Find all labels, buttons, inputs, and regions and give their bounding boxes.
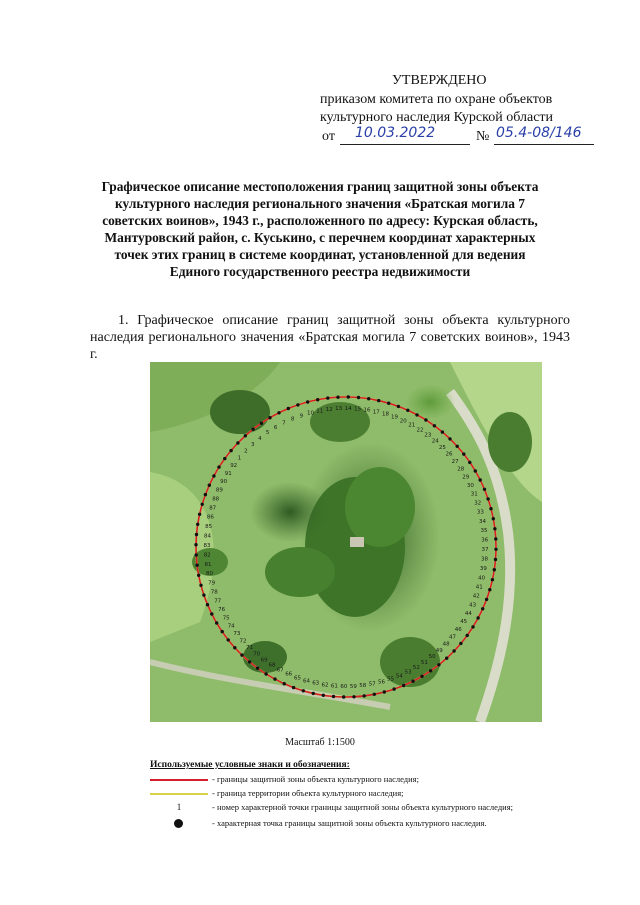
- boundary-point-label: 7: [282, 420, 286, 427]
- boundary-point: [471, 625, 474, 628]
- boundary-point: [206, 603, 209, 606]
- boundary-point: [485, 598, 488, 601]
- boundary-point-label: 55: [387, 676, 395, 683]
- boundary-point: [227, 638, 230, 641]
- boundary-point: [233, 646, 236, 649]
- boundary-point-label: 12: [325, 407, 333, 413]
- boundary-point-label: 67: [276, 667, 284, 674]
- boundary-point-label: 17: [372, 409, 380, 416]
- boundary-point-label: 44: [464, 610, 472, 617]
- boundary-point: [322, 694, 325, 697]
- boundary-point-label: 70: [253, 651, 261, 658]
- boundary-point-label: 45: [460, 619, 468, 625]
- boundary-point-label: 16: [363, 407, 371, 414]
- building: [350, 537, 364, 547]
- date-underline: [340, 144, 470, 145]
- boundary-point: [397, 405, 400, 408]
- boundary-point: [491, 578, 494, 581]
- boundary-point-label: 21: [408, 422, 416, 429]
- boundary-point-label: 29: [462, 474, 470, 481]
- boundary-point: [240, 653, 243, 656]
- boundary-point-label: 66: [285, 671, 293, 678]
- boundary-point: [312, 692, 315, 695]
- boundary-point: [483, 488, 486, 491]
- boundary-point-label: 30: [466, 482, 474, 489]
- boundary-point-label: 62: [321, 682, 329, 689]
- boundary-point: [468, 461, 471, 464]
- boundary-point-label: 5: [265, 430, 270, 437]
- boundary-point-label: 79: [208, 580, 216, 587]
- number-underline: [494, 144, 594, 145]
- boundary-point: [277, 411, 280, 414]
- boundary-point: [248, 660, 251, 663]
- boundary-point-label: 27: [451, 458, 459, 465]
- boundary-point-label: 20: [399, 418, 407, 425]
- boundary-point-label: 65: [294, 675, 301, 682]
- boundary-point: [420, 675, 423, 678]
- boundary-point-label: 8: [290, 416, 295, 423]
- boundary-point: [493, 527, 496, 530]
- boundary-point: [195, 553, 198, 556]
- boundary-point: [283, 682, 286, 685]
- boundary-point-label: 77: [214, 598, 222, 605]
- boundary-point-label: 42: [472, 593, 480, 600]
- boundary-point-label: 26: [445, 451, 453, 458]
- boundary-point: [352, 695, 355, 698]
- approval-from-label: от: [322, 129, 335, 144]
- boundary-point-label: 58: [359, 683, 367, 689]
- boundary-point-label: 15: [354, 406, 362, 413]
- boundary-point: [415, 413, 418, 416]
- boundary-point: [195, 533, 198, 536]
- boundary-point-label: 19: [391, 414, 398, 421]
- boundary-point: [406, 409, 409, 412]
- boundary-point: [488, 588, 491, 591]
- boundary-point: [326, 396, 329, 399]
- tree-cluster: [250, 482, 330, 542]
- boundary-point: [302, 689, 305, 692]
- boundary-point: [486, 497, 489, 500]
- tree-cluster: [405, 384, 455, 420]
- boundary-point-label: 13: [335, 406, 343, 413]
- boundary-point: [424, 418, 427, 421]
- boundary-point: [223, 457, 226, 460]
- boundary-point: [383, 690, 386, 693]
- boundary-point-label: 25: [438, 444, 446, 451]
- boundary-point: [202, 593, 205, 596]
- boundary-point-label: 50: [428, 654, 436, 661]
- legend-title: Используемые условные знаки и обозначения:: [150, 760, 350, 770]
- legend-text: - границы защитной зоны объекта культурного наследия;: [212, 774, 419, 784]
- boundary-point-label: 40: [478, 575, 486, 582]
- boundary-point-label: 18: [382, 411, 389, 418]
- boundary-point-label: 72: [239, 638, 247, 645]
- boundary-point-label: 53: [404, 669, 412, 676]
- boundary-point: [492, 517, 495, 520]
- boundary-point-label: 1: [237, 455, 242, 462]
- boundary-point: [210, 612, 213, 615]
- boundary-point: [342, 695, 345, 698]
- boundary-point: [387, 402, 390, 405]
- boundary-point: [199, 584, 202, 587]
- boundary-point-label: 61: [330, 683, 338, 690]
- boundary-point-label: 68: [268, 662, 276, 669]
- boundary-point-label: 2: [244, 448, 248, 455]
- section-text: Графическое описание границ защитной зоны объекта культурного наследия регионального значения «Братская могила 7 советских воинов», 1943 г.: [90, 313, 570, 362]
- red-line-symbol: [150, 774, 208, 786]
- boundary-point: [229, 449, 232, 452]
- boundary-point: [260, 422, 263, 425]
- boundary-point-label: 34: [479, 518, 486, 525]
- document-title: Графическое описание местоположения границ защитной зоны объекта культурного наследия регионального значения «Братская могила 7 советских воинов», 1943 г., расположенного по адресу: Курская область, Мантуровский район, с. Куськино, с перечнем координат характерных точек этих границ в системе координат, установленной для ведения Единого государственного реестра недвижимости: [101, 179, 539, 279]
- boundary-point-label: 14: [344, 406, 352, 412]
- boundary-point: [377, 399, 380, 402]
- boundary-point-label: 86: [206, 514, 214, 521]
- boundary-point-label: 43: [469, 602, 477, 609]
- approval-date: 10.03.2022: [355, 125, 436, 141]
- boundary-point-label: 36: [481, 537, 489, 544]
- tree-cluster: [345, 467, 415, 547]
- boundary-point: [456, 445, 459, 448]
- boundary-point: [445, 657, 448, 660]
- boundary-point: [306, 400, 309, 403]
- boundary-point: [476, 616, 479, 619]
- boundary-point: [208, 484, 211, 487]
- tree-cluster: [210, 390, 270, 437]
- boundary-point: [347, 395, 350, 398]
- boundary-point-label: 75: [222, 615, 230, 622]
- boundary-point-label: 88: [212, 496, 220, 503]
- boundary-point: [481, 607, 484, 610]
- boundary-point: [221, 630, 224, 633]
- section-number: 1.: [118, 313, 129, 328]
- boundary-point-label: 48: [442, 641, 450, 648]
- boundary-point: [452, 649, 455, 652]
- approval-number: 05.4-08/146: [496, 125, 582, 141]
- boundary-point: [479, 478, 482, 481]
- boundary-point: [251, 428, 254, 431]
- boundary-point: [268, 416, 271, 419]
- boundary-point: [264, 672, 267, 675]
- boundary-point-label: 35: [480, 528, 488, 535]
- boundary-point: [292, 686, 295, 689]
- boundary-point: [212, 474, 215, 477]
- approval-heading: УТВЕРЖДЕНО: [392, 73, 487, 88]
- boundary-point: [367, 397, 370, 400]
- legend-item-yellow-line: [150, 788, 630, 800]
- boundary-point-label: 3: [250, 442, 255, 448]
- boundary-point-label: 9: [299, 413, 304, 420]
- boundary-point-label: 41: [475, 584, 483, 591]
- boundary-point: [244, 434, 247, 437]
- boundary-point: [195, 564, 198, 567]
- boundary-point: [441, 430, 444, 433]
- boundary-point-label: 24: [431, 438, 439, 445]
- approval-number-label: №: [476, 129, 490, 144]
- number-symbol: 1: [176, 802, 182, 812]
- boundary-point: [363, 694, 366, 697]
- boundary-point-label: 32: [474, 500, 482, 507]
- boundary-point-label: 78: [210, 589, 218, 596]
- boundary-point-label: 47: [449, 634, 456, 641]
- boundary-point: [493, 568, 496, 571]
- yellow-line-symbol: [150, 788, 208, 800]
- boundary-point-label: 81: [204, 561, 212, 568]
- boundary-point-label: 4: [258, 435, 262, 442]
- boundary-point: [198, 513, 201, 516]
- approval-line-2: культурного наследия Курской области: [320, 110, 554, 125]
- boundary-point: [194, 543, 197, 546]
- boundary-point: [287, 407, 290, 410]
- boundary-point-label: 63: [312, 680, 320, 687]
- tree-cluster: [265, 547, 335, 597]
- boundary-point-label: 28: [457, 466, 465, 473]
- boundary-point-label: 38: [481, 556, 488, 563]
- boundary-point: [204, 493, 207, 496]
- boundary-point: [462, 452, 465, 455]
- boundary-point: [494, 548, 497, 551]
- boundary-point: [236, 441, 239, 444]
- boundary-point-label: 51: [420, 659, 428, 666]
- boundary-point-label: 46: [454, 626, 462, 633]
- boundary-point: [466, 634, 469, 637]
- boundary-point-label: 90: [220, 479, 228, 486]
- boundary-point-label: 52: [412, 664, 420, 671]
- legend-item-dot: [150, 818, 630, 830]
- map-svg: [150, 362, 542, 722]
- boundary-point-label: 85: [205, 524, 213, 530]
- legend-text: - номер характерной точки границы защитной зоны объекта культурного наследия;: [212, 802, 513, 812]
- boundary-point-label: 23: [424, 432, 432, 439]
- boundary-point-label: 76: [218, 607, 226, 614]
- boundary-point-label: 84: [204, 533, 211, 540]
- boundary-point-label: 56: [378, 679, 385, 686]
- legend-text: - граница территории объекта культурного наследия;: [212, 788, 404, 798]
- boundary-point: [332, 695, 335, 698]
- boundary-point-label: 49: [435, 648, 443, 654]
- tree-cluster: [488, 412, 532, 472]
- boundary-point-label: 73: [233, 631, 241, 638]
- boundary-point-label: 71: [246, 645, 254, 652]
- boundary-point-label: 91: [224, 471, 232, 477]
- boundary-point-label: 87: [209, 505, 217, 512]
- map-scale: Масштаб 1:1500: [285, 737, 355, 748]
- boundary-point: [201, 503, 204, 506]
- boundary-point-label: 83: [203, 542, 211, 549]
- boundary-point: [474, 469, 477, 472]
- boundary-point-label: 22: [416, 427, 424, 434]
- boundary-point-label: 82: [203, 552, 211, 559]
- boundary-point: [448, 437, 451, 440]
- legend-text: - характерная точка границы защитной зоны объекта культурного наследия.: [212, 818, 487, 828]
- boundary-point-label: 57: [368, 681, 376, 688]
- boundary-point: [256, 667, 259, 670]
- boundary-point: [336, 396, 339, 399]
- boundary-point-label: 80: [206, 571, 213, 578]
- boundary-point: [459, 642, 462, 645]
- boundary-point-label: 31: [470, 491, 478, 498]
- legend-item-red-line: [150, 774, 630, 786]
- boundary-point: [489, 507, 492, 510]
- boundary-point-label: 6: [273, 425, 278, 432]
- boundary-point: [373, 693, 376, 696]
- boundary-point: [357, 396, 360, 399]
- boundary-point: [273, 677, 276, 680]
- boundary-point: [494, 537, 497, 540]
- boundary-point: [402, 684, 405, 687]
- approval-line-1: приказом комитета по охране объектов: [320, 92, 553, 107]
- boundary-point-label: 33: [476, 509, 484, 516]
- dot-symbol: [150, 818, 208, 830]
- boundary-point-label: 69: [260, 657, 268, 664]
- boundary-point: [433, 424, 436, 427]
- boundary-point-label: 37: [481, 547, 489, 554]
- boundary-point: [316, 398, 319, 401]
- boundary-point-label: 39: [479, 566, 487, 572]
- boundary-point-label: 89: [215, 487, 223, 494]
- boundary-point: [429, 669, 432, 672]
- boundary-point-label: 74: [227, 623, 235, 630]
- boundary-point-label: 59: [349, 683, 357, 690]
- boundary-point: [392, 687, 395, 690]
- boundary-point-label: 54: [395, 673, 403, 680]
- boundary-point: [215, 621, 218, 624]
- boundary-point-label: 10: [307, 410, 314, 417]
- boundary-point: [411, 680, 414, 683]
- boundary-point: [217, 465, 220, 468]
- boundary-point-label: 92: [230, 463, 238, 470]
- boundary-point-label: 60: [340, 684, 348, 690]
- boundary-point: [296, 403, 299, 406]
- boundary-point: [437, 663, 440, 666]
- section-1-paragraph: [90, 312, 570, 363]
- boundary-point-label: 11: [316, 408, 324, 415]
- legend-item-number: [150, 802, 630, 814]
- boundary-point-label: 64: [303, 678, 310, 685]
- boundary-point: [494, 558, 497, 561]
- satellite-map: [150, 362, 542, 722]
- boundary-point: [196, 523, 199, 526]
- boundary-point: [197, 574, 200, 577]
